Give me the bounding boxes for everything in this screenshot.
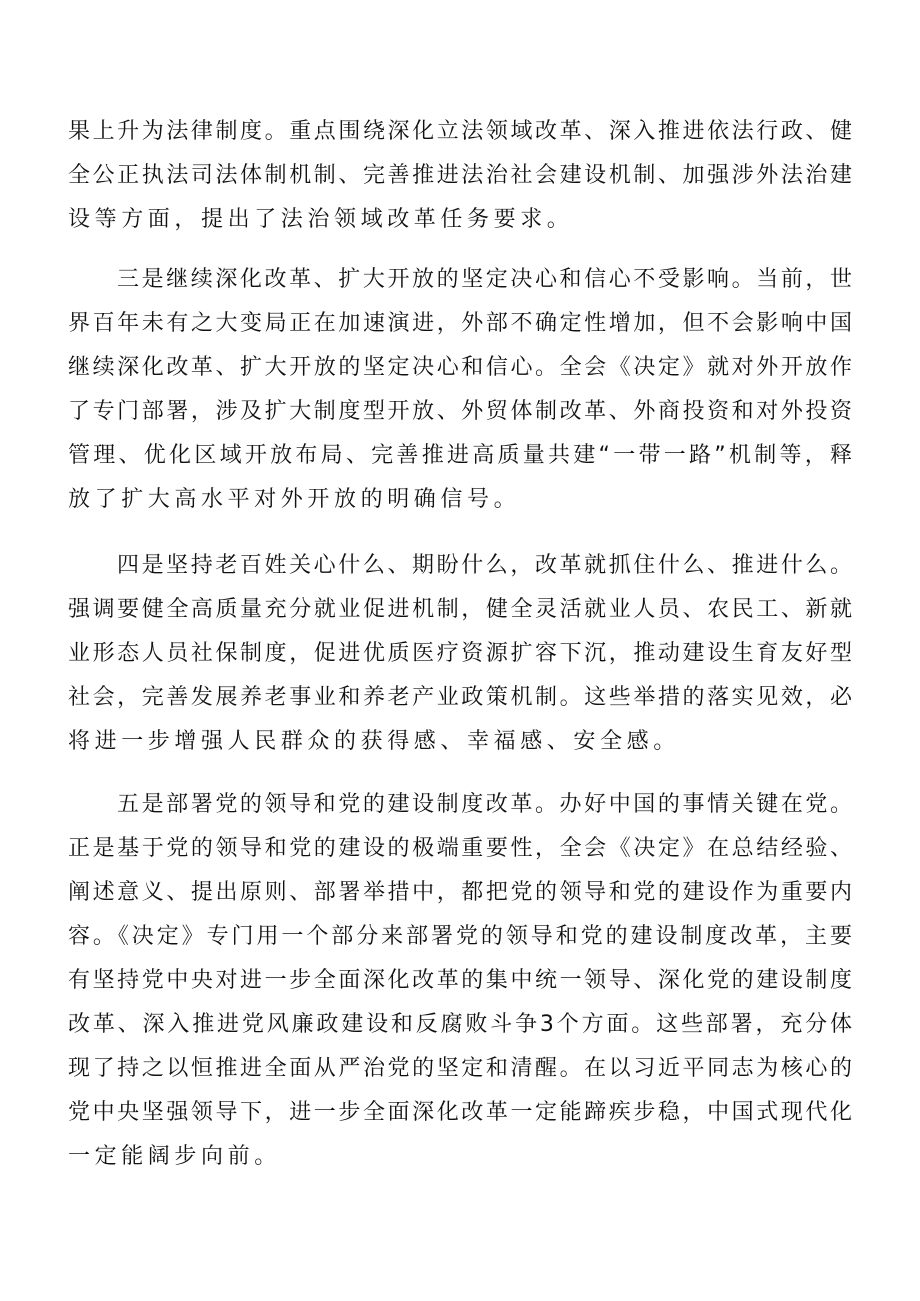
text-line: 强调要健全高质量充分就业促进机制，健全灵活就业人员、农民工、新就 [68, 597, 852, 622]
text-line: 阐述意义、提出原则、部署举措中，都把党的领导和党的建设作为重要内 [68, 880, 852, 905]
text-line: 改革、深入推进党风廉政建设和反腐败斗争3个方面。这些部署，充分体 [68, 1012, 852, 1037]
text-line: 四是坚持老百姓关心什么、期盼什么，改革就抓住什么、推进什么。 [117, 553, 852, 578]
text-line: 有坚持党中央对进一步全面深化改革的集中统一领导、深化党的建设制度 [68, 968, 852, 993]
text-line: 党中央坚强领导下，进一步全面深化改革一定能蹄疾步稳，中国式现代化 [68, 1100, 852, 1125]
text-line: 容。《决定》专门用一个部分来部署党的领导和党的建设制度改革，主要 [68, 924, 852, 949]
text-line: 三是继续深化改革、扩大开放的坚定决心和信心不受影响。当前，世 [117, 267, 852, 292]
text-line: 果上升为法律制度。重点围绕深化立法领域改革、深入推进依法行政、健 [68, 119, 852, 144]
text-line: 了专门部署，涉及扩大制度型开放、外贸体制改革、外商投资和对外投资 [68, 399, 852, 424]
text-line: 全公正执法司法体制机制、完善推进法治社会建设机制、加强涉外法治建 [68, 163, 852, 188]
text-line: 将进一步增强人民群众的获得感、幸福感、安全感。 [68, 729, 680, 754]
text-line: 管理、优化区域开放布局、完善推进高质量共建“一带一路”机制等，释 [68, 443, 852, 468]
text-line: 五是部署党的领导和党的建设制度改革。办好中国的事情关键在党。 [117, 792, 852, 817]
text-line: 现了持之以恒推进全面从严治党的坚定和清醒。在以习近平同志为核心的 [68, 1056, 852, 1081]
text-line: 业形态人员社保制度，促进优质医疗资源扩容下沉，推动建设生育友好型 [68, 641, 852, 666]
text-line: 社会，完善发展养老事业和养老产业政策机制。这些举措的落实见效，必 [68, 685, 852, 710]
text-line: 放了扩大高水平对外开放的明确信号。 [68, 487, 521, 512]
text-line: 设等方面，提出了法治领域改革任务要求。 [68, 207, 574, 232]
text-line: 正是基于党的领导和党的建设的极端重要性，全会《决定》在总结经验、 [68, 836, 852, 861]
text-line: 界百年未有之大变局正在加速演进，外部不确定性增加，但不会影响中国 [68, 311, 852, 336]
text-line: 一定能阔步向前。 [68, 1144, 281, 1169]
text-line: 继续深化改革、扩大开放的坚定决心和信心。全会《决定》就对外开放作 [68, 355, 852, 380]
